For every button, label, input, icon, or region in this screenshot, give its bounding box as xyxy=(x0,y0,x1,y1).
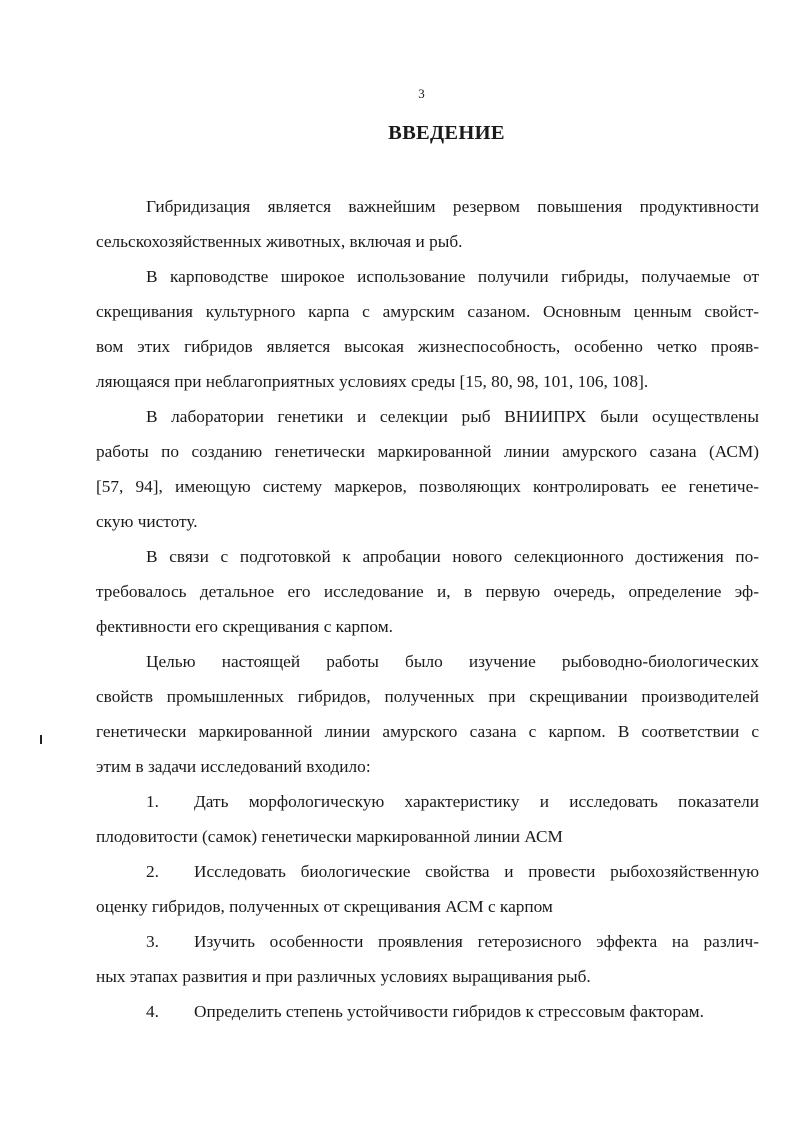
paragraph-line: В связи с подготовкой к апробации нового селекционного достижения по- xyxy=(146,547,759,566)
list-text: Исследовать биологические свойства и провести рыбохозяйственную xyxy=(194,862,759,881)
paragraph-line: вом этих гибридов является высокая жизнеспособность, особенно четко прояв- xyxy=(96,336,759,356)
paragraph-line: свойств промышленных гибридов, полученных при скрещивании производителей xyxy=(96,686,759,706)
paragraph-1 xyxy=(96,190,759,260)
list-text: Изучить особенности проявления гетерозисного эффекта на различ- xyxy=(194,932,759,951)
list-item xyxy=(96,785,759,855)
paragraph-5 xyxy=(96,645,759,785)
list-item-first-line xyxy=(96,785,759,820)
list-text: плодовитости (самок) генетически маркированной линии АСМ xyxy=(96,826,563,846)
page-number: 3 xyxy=(418,86,425,101)
list-text: ных этапах развития и при различных условиях выращивания рыб. xyxy=(96,966,591,986)
paragraph-line: [57, 94], имеющую систему маркеров, позволяющих контролировать ее генетиче- xyxy=(96,476,759,496)
paragraph-line: работы по созданию генетически маркированной линии амурского сазана (АСМ) xyxy=(96,441,759,461)
paragraph-4 xyxy=(96,540,759,645)
paragraph-line: сельскохозяйственных животных, включая и рыб. xyxy=(96,231,463,251)
list-text: оценку гибридов, полученных от скрещивания АСМ с карпом xyxy=(96,896,553,916)
paragraph-line: генетически маркированной линии амурского сазана с карпом. В соответствии с xyxy=(96,721,759,741)
paragraph-line: Целью настоящей работы было изучение рыбоводно-биологических xyxy=(146,652,759,671)
paragraph-line: В лаборатории генетики и селекции рыб ВНИИПРХ были осуществлены xyxy=(146,407,759,426)
paragraph-line: Гибридизация является важнейшим резервом повышения продуктивности xyxy=(146,197,759,216)
paragraph-line: фективности его скрещивания с карпом. xyxy=(96,616,393,636)
paragraph-line: требовалось детальное его исследование и, в первую очередь, определение эф- xyxy=(96,581,759,601)
paragraph-2 xyxy=(96,260,759,400)
paragraph-3 xyxy=(96,400,759,540)
list-text: Определить степень устойчивости гибридов к стрессовым факторам. xyxy=(194,1002,704,1021)
paragraph-line: скрещивания культурного карпа с амурским сазаном. Основным ценным свойст- xyxy=(96,301,759,321)
list-item-first-line xyxy=(96,995,759,1030)
list-number: 4. xyxy=(146,1002,159,1021)
list-item xyxy=(96,995,759,1030)
list-number: 1. xyxy=(146,792,159,811)
paragraph-line: этим в задачи исследований входило: xyxy=(96,756,371,776)
list-number: 2. xyxy=(146,862,159,881)
scan-mark xyxy=(40,735,42,744)
list-item-first-line xyxy=(96,925,759,960)
page-title: ВВЕДЕНИЕ xyxy=(388,122,505,144)
paragraph-line: В карповодстве широкое использование получили гибриды, получаемые от xyxy=(146,267,759,286)
list-number: 3. xyxy=(146,932,159,951)
list-text: Дать морфологическую характеристику и исследовать показатели xyxy=(194,792,759,811)
paragraph-line: ляющаяся при неблагоприятных условиях среды [15, 80, 98, 101, 106, 108]. xyxy=(96,371,649,391)
list-item-first-line xyxy=(96,855,759,890)
paragraph-line: скую чистоту. xyxy=(96,511,198,531)
list-item xyxy=(96,925,759,995)
list-item xyxy=(96,855,759,925)
